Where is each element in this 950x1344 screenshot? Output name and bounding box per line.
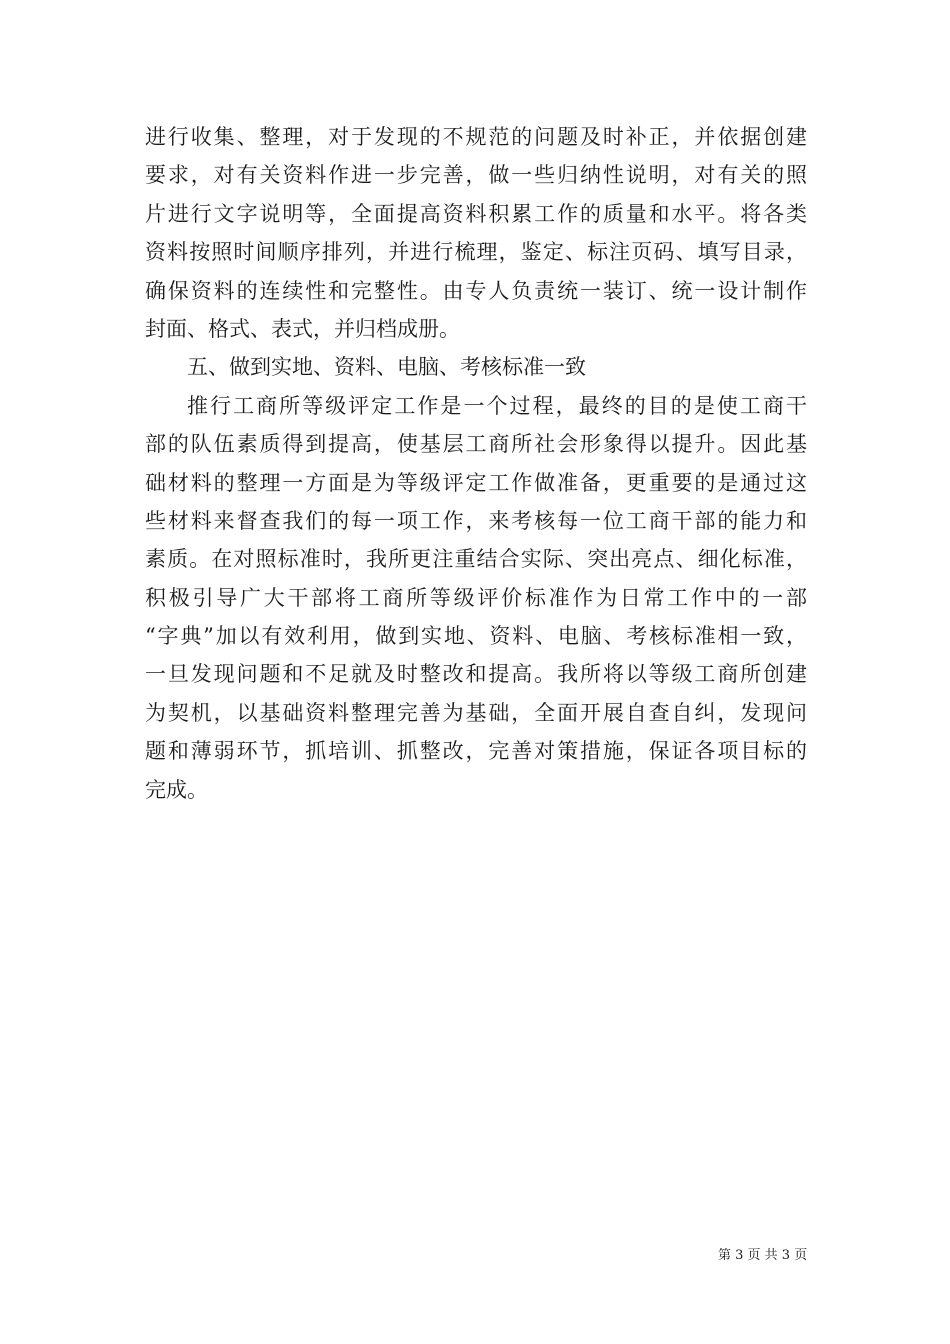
text-line: 部的队伍素质得到提高，使基层工商所社会形象得以提升。因此基 [145,432,807,457]
section-heading: 五、做到实地、资料、电脑、考核标准一致 [187,355,586,380]
text-line: 确保资料的连续性和完整性。由专人负责统一装订、统一设计制作 [145,278,807,303]
text-line: 一旦发现问题和不足就及时整改和提高。我所将以等级工商所创建 [145,662,807,687]
text-line: 完成。 [145,777,208,802]
text-line: 进行收集、整理，对于发现的不规范的问题及时补正，并依据创建 [145,125,807,149]
text-line: 要求，对有关资料作进一步完善，做一些归纳性说明，对有关的照 [145,163,807,188]
paragraph-section-5 [145,387,807,809]
text-line: 础材料的整理一方面是为等级评定工作做准备，更重要的是通过这 [145,470,807,495]
page-number-footer: 第 3 页 共 3 页 [718,1248,808,1263]
text-line: 推行工商所等级评定工作是一个过程，最终的目的是使工商干 [187,393,807,418]
text-line: 为契机，以基础资料整理完善为基础，全面开展自查自纠，发现问 [145,700,807,725]
text-line: 资料按照时间顺序排列，并进行梳理，鉴定、标注页码、填写目录， [145,240,807,265]
text-line: 片进行文字说明等，全面提高资料积累工作的质量和水平。将各类 [145,201,807,226]
text-line: 题和薄弱环节，抓培训、抓整改，完善对策措施，保证各项目标的 [145,739,807,764]
text-line: 些材料来督查我们的每一项工作，来考核每一位工商干部的能力和 [145,508,807,533]
document-body [145,118,807,809]
text-line: “字典”加以有效利用，做到实地、资料、电脑、考核标准相一致， [145,624,807,649]
text-line: 封面、格式、表式，并归档成册。 [145,316,460,341]
text-line: 素质。在对照标准时，我所更注重结合实际、突出亮点、细化标准， [145,547,807,572]
text-line: 积极引导广大干部将工商所等级评价标准作为日常工作中的一部 [145,585,807,610]
paragraph-continued [145,118,807,348]
